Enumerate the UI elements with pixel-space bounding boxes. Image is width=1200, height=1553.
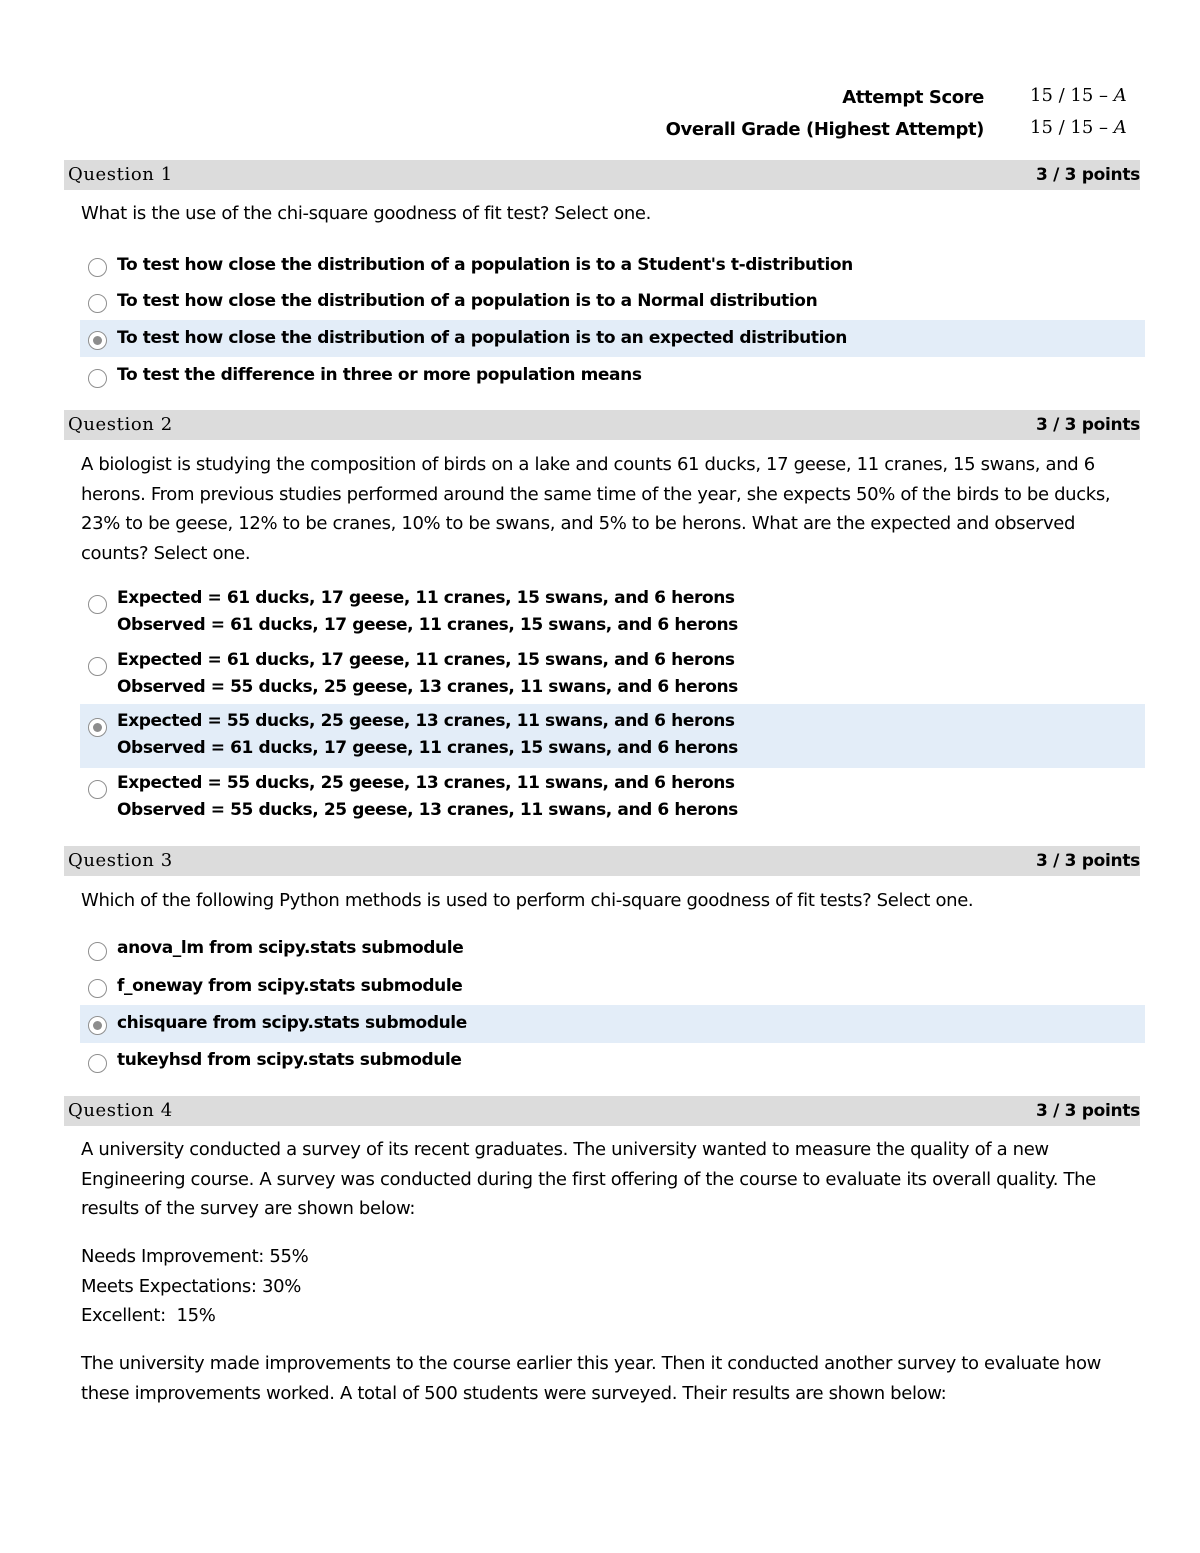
radio-button-selected[interactable] [88,331,107,350]
option-text-line-2: Observed = 55 ducks, 25 geese, 13 cranes, 11 swans, and 6 herons [117,800,738,820]
radio-dot-icon [93,723,102,732]
question-3-option-4[interactable] [80,1045,1145,1079]
option-text: To test the difference in three or more population means [117,365,642,385]
question-3-header [64,846,1140,876]
question-points: 3 / 3 points [1035,1101,1140,1121]
question-1-option-4[interactable] [80,360,1145,394]
radio-button[interactable] [88,595,107,614]
radio-dot-icon [93,1021,102,1030]
overall-grade-value [1030,116,1127,140]
survey-results-list [81,1242,308,1331]
option-text: f_oneway from scipy.stats submodule [117,976,463,996]
overall-grade-label: Overall Grade (Highest Attempt) [665,119,984,140]
question-2-option-2[interactable] [80,646,1145,704]
question-points: 3 / 3 points [1035,851,1140,871]
survey-result-excellent: Excellent: 15% [81,1305,216,1326]
option-text-line-1: Expected = 61 ducks, 17 geese, 11 cranes, 15 swans, and 6 herons [117,650,735,670]
survey-result-needs-improvement: Needs Improvement: 55% [81,1246,309,1267]
option-text-line-1: Expected = 61 ducks, 17 geese, 11 cranes, 15 swans, and 6 herons [117,588,735,608]
attempt-score-row [0,84,1200,116]
question-4-text: A university conducted a survey of its recent graduates. The university wanted to measure the quality of a new Engineering course. A survey was conducted during the first offering of the course to evaluate its overall quality. The results of the survey are shown below: [81,1139,1096,1219]
question-1-option-2[interactable] [80,285,1145,319]
option-text-line-2: Observed = 55 ducks, 25 geese, 13 cranes, 11 swans, and 6 herons [117,677,738,697]
radio-button[interactable] [88,979,107,998]
question-3-option-2[interactable] [80,970,1145,1004]
overall-grade-letter: A [1113,117,1127,138]
question-4-text-continued: The university made improvements to the course earlier this year. Then it conducted another survey to evaluate how these improvements worked. A total of 500 students were surveyed. Their results are shown below: [81,1353,1101,1404]
radio-button[interactable] [88,369,107,388]
question-2-text: A biologist is studying the composition of birds on a lake and counts 61 ducks, 17 geese, 11 cranes, 15 swans, and 6 herons. From previous studies performed around the same time of the year, she expects 50% of the birds to be ducks, 23% to be geese, 12% to be cranes, 10% to be swans, and 5% to be herons. What are the expected and observed counts? Select one. [81,454,1111,564]
question-1-option-1[interactable] [80,249,1145,283]
attempt-score-label: Attempt Score [842,87,984,108]
option-text: To test how close the distribution of a population is to an expected distribution [117,328,847,348]
radio-button[interactable] [88,942,107,961]
radio-dot-icon [93,336,102,345]
score-summary [0,84,1200,148]
question-title: Question 3 [68,850,173,871]
survey-result-meets-expectations: Meets Expectations: 30% [81,1275,301,1297]
option-text-line-2: Observed = 61 ducks, 17 geese, 11 cranes, 15 swans, and 6 herons [117,615,738,635]
radio-button-selected[interactable] [88,718,107,737]
question-2-header [64,410,1140,440]
question-1-header [64,160,1140,190]
question-2-option-1[interactable] [80,584,1145,642]
radio-button[interactable] [88,780,107,799]
radio-button[interactable] [88,657,107,676]
option-text-line-1: Expected = 55 ducks, 25 geese, 13 cranes, 11 swans, and 6 herons [117,773,735,793]
question-title: Question 2 [68,414,173,435]
question-title: Question 4 [68,1100,173,1121]
option-text-line-2: Observed = 61 ducks, 17 geese, 11 cranes, 15 swans, and 6 herons [117,738,738,758]
option-text: To test how close the distribution of a population is to a Normal distribution [117,291,818,311]
attempt-grade: A [1113,85,1127,106]
option-text: anova_lm from scipy.stats submodule [117,938,464,958]
option-text: chisquare from scipy.stats submodule [117,1013,467,1033]
question-2-option-4[interactable] [80,769,1145,827]
overall-grade-row [0,116,1200,148]
question-3-option-3[interactable] [80,1005,1145,1043]
question-1-text: What is the use of the chi-square goodness of fit test? Select one. [81,203,652,224]
radio-button[interactable] [88,258,107,277]
option-text-line-1: Expected = 55 ducks, 25 geese, 13 cranes, 11 swans, and 6 herons [117,711,735,731]
radio-button-selected[interactable] [88,1016,107,1035]
attempt-score-value [1030,84,1127,108]
radio-button[interactable] [88,294,107,313]
question-points: 3 / 3 points [1035,165,1140,185]
option-text: tukeyhsd from scipy.stats submodule [117,1050,462,1070]
question-points: 3 / 3 points [1035,415,1140,435]
question-title: Question 1 [68,164,173,185]
attempt-score-number: 15 / 15 – [1030,85,1114,106]
radio-button[interactable] [88,1054,107,1073]
question-1-option-3[interactable] [80,320,1145,357]
question-2-option-3[interactable] [80,704,1145,768]
question-4-header [64,1096,1140,1126]
question-3-option-1[interactable] [80,933,1145,967]
option-text: To test how close the distribution of a population is to a Student's t-distribution [117,255,853,275]
overall-grade-number: 15 / 15 – [1030,117,1114,138]
question-3-text: Which of the following Python methods is used to perform chi-square goodness of fit tests? Select one. [81,890,974,911]
